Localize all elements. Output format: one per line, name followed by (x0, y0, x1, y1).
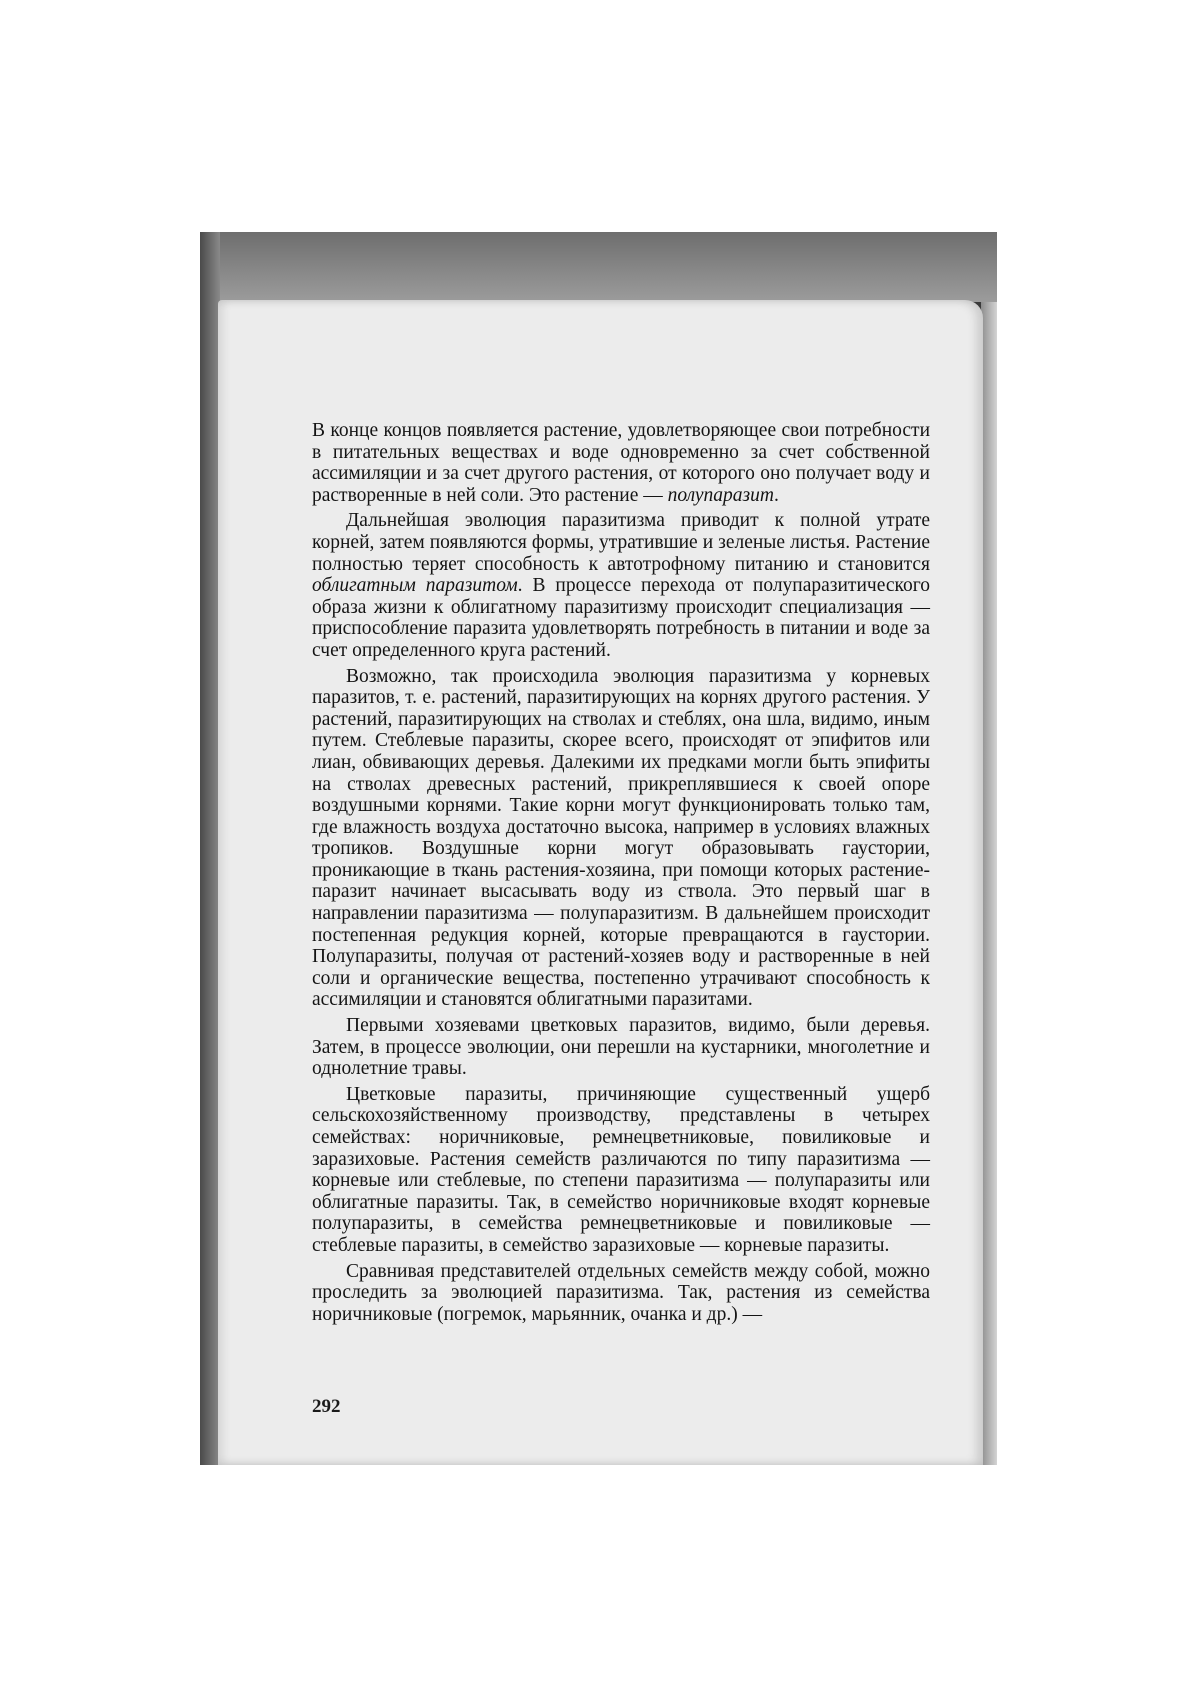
scan-right-edge (981, 302, 997, 1465)
paragraph-1-tail: . (774, 484, 779, 506)
paragraph-1 (312, 420, 930, 506)
term-semiparasite: полупаразит (667, 484, 774, 506)
scan-left-edge (200, 232, 220, 1465)
term-obligate-parasite: облигатным паразитом (312, 575, 518, 597)
scanned-page-frame (200, 232, 997, 1465)
paragraph-6 (312, 1261, 930, 1326)
paragraph-6-text: Сравнивая представителей отдельных семейств между собой, можно проследить за эволюцией паразитизма. Так, растения из семейства норичниковые (погремок, марьянник, очанка и др.) — (312, 1260, 930, 1325)
paragraph-2-tail: . В процессе перехода от полупаразитического образа жизни к облигатному паразитизму происходит специализация — приспособление паразита удовлетворять потребность в питании и воде за счет определенного круга растений. (312, 575, 930, 661)
page-body-text (312, 420, 930, 1325)
page-number: 292 (312, 1396, 341, 1417)
paragraph-4 (312, 1015, 930, 1080)
book-page (218, 300, 983, 1465)
paragraph-3-text: Возможно, так происходила эволюция паразитизма у корневых паразитов, т. е. растений, паразитирующих на корнях другого растения. У растений, паразитирующих на стволах и стеблях, она шла, видимо, иным путем. Стеблевые паразиты, скорее всего, происходят от эпифитов или лиан, обвивающих деревья. Далекими их предками могли быть эпифиты на стволах древесных растений, прикреплявшиеся к своей опоре воздушными корнями. Такие корни могут функционировать только там, где влажность воздуха достаточно высока, например в условиях влажных тропиков. Воздушные корни могут образовывать гаустории, проникающие в ткань растения-хозяина, при помощи которых растение-паразит начинает высасывать воду из ствола. Это первый шаг в направлении паразитизма — полупаразитизм. В дальнейшем происходит постепенная редукция корней, которые превращаются в гаустории. Полупаразиты, получая от растений-хозяев воду и растворенные в ней соли и органические вещества, постепенно утрачивают способность к ассимиляции и становятся облигатными паразитами. (312, 665, 930, 1011)
paragraph-3 (312, 666, 930, 1012)
paragraph-1-text: В конце концов появляется растение, удовлетворяющее свои потребности в питательных веществах и воде одновременно за счет собственной ассимиляции и за счет другого растения, от которого оно получает воду и растворенные в ней соли. Это растение — (312, 420, 930, 506)
paragraph-2 (312, 510, 930, 661)
paragraph-5 (312, 1084, 930, 1257)
paragraph-5-text: Цветковые паразиты, причиняющие существенный ущерб сельскохозяйственному производству, представлены в четырех семействах: норичниковые, ремнецветниковые, повиликовые и заразиховые. Растения семейств различаются по типу паразитизма — корневые или стеблевые, по степени паразитизма — полупаразиты или облигатные паразиты. Так, в семейство норичниковые входят корневые полупаразиты, в семейства ремнецветниковые и повиликовые — стеблевые паразиты, в семейство заразиховые — корневые паразиты. (312, 1083, 930, 1256)
paragraph-2-text: Дальнейшая эволюция паразитизма приводит к полной утрате корней, затем появляются формы, утратившие и зеленые листья. Растение полностью теряет способность к автотрофному питанию и становится (312, 510, 930, 575)
paragraph-4-text: Первыми хозяевами цветковых паразитов, видимо, были деревья. Затем, в процессе эволюции, они перешли на кустарники, многолетние и однолетние травы. (312, 1015, 930, 1080)
scan-top-shadow (200, 232, 997, 302)
